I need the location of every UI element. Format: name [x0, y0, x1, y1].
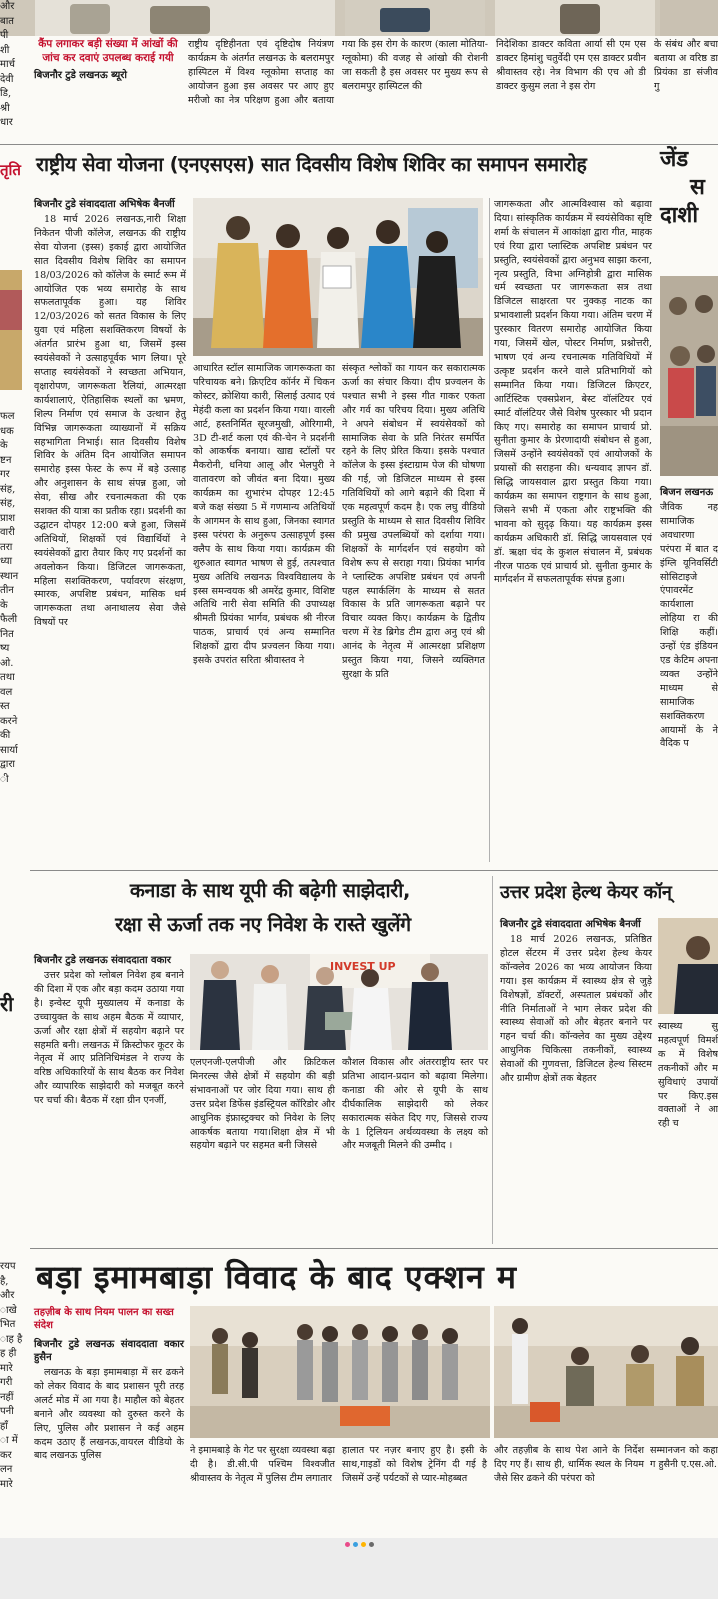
imambara-text: और तहज़ीब के साथ पेश आने के निर्देश दिए गए हैं। साथ ही, धार्मिक स्थल के नियम जैसे सिर ढकने की परंपरा को — [494, 1445, 644, 1484]
fragment: पी — [0, 30, 9, 41]
canada-column-2 — [190, 1056, 335, 1244]
fragment: श्री — [0, 102, 10, 114]
fragment: स्थान — [0, 570, 19, 582]
fragment: तृति — [0, 161, 21, 179]
canada-headline-line2: रक्षा से ऊर्जा तक नए निवेश के रास्ते खुलेंगे — [115, 913, 411, 936]
nss-column-2 — [193, 362, 335, 862]
canada-column-3 — [342, 1056, 488, 1244]
left-edge-fragments-mid — [0, 160, 26, 1016]
divider — [30, 1248, 718, 1249]
imambara-text: सम्मानजन को कहा ग हुसैनी ए.एस.ओ. — [650, 1445, 718, 1470]
fragment: तथा — [0, 672, 15, 683]
page-indicator-dot — [345, 1542, 350, 1547]
fragment: लन — [0, 1464, 13, 1475]
fragment: फैली — [0, 614, 18, 625]
fragment: करने — [0, 715, 18, 727]
fragment: गरी — [0, 1377, 13, 1388]
left-strip-photo — [0, 270, 22, 390]
canada-text: उत्तर प्रदेश को ग्लोबल निवेश हब बनाने की दिशा में एक और बड़ा कदम उठाया गया है। इन्वेस्ट यूपी मुख्यालय में कनाडा के उच्चायुक्त के साथ अहम बैठक में व्यापार, ऊर्जा और रक्षा क्षेत्रों में सहयोग बढ़ाने पर सहमति बनी। लखनऊ में क्रिस्टोफर कूटर के नेतृत्व में आए प्रतिनिधिमंडल ने राज्य के वरिष्ठ अधिकारियों के साथ बैठक कर निवेश और व्यापारिक साझेदारी को मजबूत करने पर चर्चा की। बैठक में रक्षा ग्रीन एनर्जी, — [34, 970, 184, 1107]
canada-text: कौशल विकास और अंतरराष्ट्रीय स्तर पर प्रतिभा आदान-प्रदान को बढ़ावा मिलेगा।कनाडा की ओर से यूपी के साथ दीर्घकालिक साझेदारी को लेकर सकारात्मक संकेत दिए गए, जिससे राज्य के 1 ट्रिलियन अर्थव्यवस्था के लक्ष्य को और मजबूती मिलने की उम्मीद । — [342, 1057, 488, 1152]
page-indicator — [0, 1542, 718, 1547]
story-text: के संबंध और बचा बताया अ वरिष्ठ डा प्रियंका डा संजीव गु — [654, 39, 718, 92]
right-headline-part: दाशी — [660, 203, 699, 228]
story-text: राष्ट्रीय दृष्टिहीनता एवं दृष्टिदोष नियंत्रण कार्यक्रम के अंतर्गत लखनऊ के बलरामपुर हास्पिटल में विश्व ग्लूकोमा सप्ताह का आयोजन हुआ इस अवसर पर आए हुए मरीजो का नेत्र परिक्षण हुआ और बताया गया कि इस रोग के कारण (काला मोतिया-ग्लूकोमा) की वजह से आंखो की रोशनी जा सकती है इस अवसर पर मुख्य रूप से बलरामपुर हास्पिटल की — [188, 39, 488, 106]
fragment: पनी — [0, 1406, 14, 1417]
fragment: के — [0, 440, 8, 451]
imambara-photo — [190, 1306, 718, 1438]
imambara-column-3 — [342, 1444, 487, 1534]
imambara-byline: बिजनौर टुडे लखनऊ संवाददाता वकार हुसैन — [34, 1339, 184, 1363]
fragment: मार्च — [0, 59, 15, 70]
fragment: ह ही — [0, 1348, 17, 1359]
fragment: की — [0, 730, 11, 741]
divider — [492, 876, 493, 1244]
left-edge-fragments-top — [0, 0, 30, 160]
fragment: री — [0, 992, 14, 1016]
story-subhead: कैंप लगाकर बड़ी संख्या में आंखों की जांच कर दवाएं उपलब्ध कराई गयी — [38, 38, 178, 64]
canada-byline: बिजनौर टुडे लखनऊ संवाददाता वकार — [34, 955, 171, 966]
fragment: गर — [0, 469, 10, 480]
fragment: वल — [0, 686, 13, 698]
canada-column-1 — [34, 954, 184, 1244]
page-indicator-dot — [361, 1542, 366, 1547]
fragment: द्वारा — [0, 759, 16, 770]
health-side-column — [658, 1020, 718, 1244]
fragment: संह, — [0, 498, 16, 509]
page-bottom — [0, 1538, 718, 1599]
fragment: ी — [0, 773, 9, 785]
imambara-column-4 — [494, 1444, 644, 1534]
fragment: नहीं — [0, 1391, 14, 1403]
right-strip-story — [660, 146, 718, 876]
fragment: ओ. — [0, 657, 14, 669]
imambara-text: हालात पर नज़र बनाए हुए है। इसी के साथ,गाइडों को विशेष ट्रेनिंग दी गई है जिसमें उन्हें पर्यटकों से प्यार-मोहब्बत — [342, 1445, 487, 1484]
imambara-subhead: तहज़ीब के साथ नियम पालन का सख्त संदेश — [34, 1307, 174, 1331]
fragment: हाँ — [0, 1420, 8, 1432]
imambara-left-fragments — [0, 1260, 28, 1530]
fragment: के — [0, 599, 8, 611]
fragment: नित — [0, 628, 14, 640]
nss-text: जागरूकता और आत्मविश्वास को बढ़ावा दिया। सांस्कृतिक कार्यक्रम में स्वयंसेविका सृष्टि शर्मा के संचालन में आकांक्षा द्वारा गीत, माहक एवं रिया द्वारा प्लास्टिक अपशिष्ट प्रबंधन पर प्रस्तुति, स्वयंसेवकों द्वारा अनुभव साझा करना, नृत्य प्रस्तुति, विभा अग्निहोत्री द्वारा मासिक धर्म स्वच्छता पर जागरूकता सत्र तथा डिजिटल साक्षरता पर नुक्कड़ नाटक का प्रभावशाली प्रदर्शन किया गया। अंतिम चरण में पुरस्कार वितरण समारोह आयोजित किया गया, जिसमें खेल, पोस्टर निर्माण, प्रश्नोत्तरी, भाषण एवं अन्य रचनात्मक गतिविधियों में उत्कृष्ट प्रदर्शन करने वाले प्रतिभागियों को सम्मानित किया गया। डिजिटल क्रिएटर, आर्टिस्टिक एक्सप्रेशन, बेस्ट वॉलंटियर एवं स्मार्ट वॉलंटियर जैसे विशेष पुरस्कार भी प्रदान किए गए। समारोह का समापन प्राचार्य प्रो. सुनीता कुमार के प्रेरणादायी संबोधन से हुआ, जिसमें उन्होंने स्वयंसेवकों एवं आयोजकों के प्रयासों की सराहना की। धन्यवाद ज्ञापन डॉ. सिद्धि जायसवाल द्वारा प्रस्तुत किया गया। कार्यक्रम का समापन राष्ट्रगान के साथ हुआ, जिसने सभी में एकता और राष्ट्रभक्ति की भावना को सुदृढ़ किया। यह कार्यक्रम इस्स कार्यक्रम अधिकारी डॉ. सिद्धि जायसवाल एवं डॉ. ऋक्षा चंद के कुशल संचालन में, प्रबंधक नीरज पाठक एवं प्राचार्य प्रो. सुनीता कुमार के मार्गदर्शन में सफलतापूर्वक संपन्न हुआ। — [494, 199, 652, 586]
health-text: स्वास्थ्य सु महत्वपूर्ण विमर्श क में विशेष तकनीकों और म सुविधाएं उपायों पर किए.इस वक्ताओं ने आ रही च — [658, 1021, 718, 1130]
fragment: है, — [0, 1275, 9, 1287]
page-indicator-dot — [369, 1542, 374, 1547]
nss-byline: बिजनौर टुडे संवाददाता अभिषेक बैनर्जी — [34, 199, 175, 210]
nss-text: 18 मार्च 2026 लखनऊ,नारी शिक्षा निकेतन पीजी कॉलेज, लखनऊ की राष्ट्रीय सेवा योजना (इस्स) इकाई द्वारा आयोजित सात दिवसीय विशेष शिविर का समापन 18/03/2026 को कॉलेज के स्मार्ट रूम में आयोजित एक भव्य समारोह के साथ सफलतापूर्वक हुआ। यह शिविर 12/03/2026 को सतत विकास के लिए युवा एवं महिला सशक्तिकरण विषयों के अंतर्गत प्रारंभ हुआ था, जिसमें इस्स स्वयंसेवकों ने उत्साहपूर्वक भाग लिया। पूरे सप्ताह स्वयंसेवकों ने स्वच्छता अभियान, वृक्षारोपण, जागरूकता रैलियां, आत्मरक्षा कार्यशालाएं, ऐतिहासिक स्थलों का भ्रमण, शिल्प निर्माण एवं समाज के उत्थान हेतु विभिन्न जागरूकता व्याख्यानों में सक्रिय सहभागिता निभाई। सात दिवसीय विशेष शिविर के अंतिम दिन आयोजित समापन समारोह इस्स फेस्ट के रूप में बड़े उत्साह और अनुशासन के साथ संपन्न हुआ, जो सेवा, सीख और रचनात्मकता की एक सशक्त की यात्रा का प्रतीक रहा। प्रदर्शनी का उद्घाटन दोपहर 12:00 बजे हुआ, जिसमें अतिथियों, शिक्षकों एवं विद्यार्थियों ने स्वयंसेवकों द्वारा तैयार किए गए प्रदर्शनों का अवलोकन किया। डिजिटल जागरूकता, महिला सशक्तिकरण, पर्यावरण संरक्षण, स्मारक, अपशिष्ट प्रबंधन, मासिक धर्म जागरूकता तथा अनाथालय सेवा जैसे विषयों पर — [34, 214, 186, 629]
right-strip-photo — [660, 276, 718, 476]
fragment: डि, — [0, 88, 12, 99]
fragment: प्राश — [0, 512, 16, 524]
fragment: संह, — [0, 483, 16, 495]
nss-text: आधारित स्टॉल सामाजिक जागरूकता का परिचायक बने। क्रिएटिव कॉर्नर में चिकन कोस्टर, क्रोशिया कारी, सिलाई उत्पाद एवं मेहंदी कला का प्रदर्शन किया गया। वारली आर्ट, हस्तनिर्मित सूरजमुखी, ओरिगामी, 3D टी-शर्ट कला एवं की-चेन ने प्रदर्शनी को आकर्षक बनाया। खाद्य स्टॉलों पर मैकरोनी, धनिया आलू और भेलपुरी ने वातावरण को जीवंत बना दिया। मुख्य कार्यक्रम का शुभारंभ दोपहर 12:45 बजे कक्ष संख्या 5 में गणमान्य अतिथियों के आगमन के साथ हुआ, जिनका स्वागत इस्स परंपरा के अनुरूप उत्साहपूर्ण इस्स क्लैप के साथ किया गया। कार्यक्रम की शुरुआत स्वागत भाषण से हुई, तत्पश्चात मुख्य अतिथि लखनऊ विश्वविद्यालय के इस्स समन्वयक श्री अमरेंद्र कुमार, विशिष्ट अतिथि नारी सेवा समिति की उपाध्यक्ष श्रीमती प्रियंका भार्गव, प्रबंधक श्री नीरज पाठक, प्राचार्य एवं अन्य सम्मानित शिक्षकों द्वारा दीप प्रज्वलन किया गया। इसके उपरांत सरिता श्रीवास्तव ने — [193, 363, 335, 667]
fragment: और — [0, 1290, 15, 1301]
fragment: बात — [0, 15, 14, 27]
fragment: भित — [0, 1319, 16, 1330]
nss-column-3 — [342, 362, 485, 862]
health-byline: बिजनौर टुडे संवाददाता अभिषेक बैनर्जी — [500, 919, 641, 930]
story-text: निदेशिका डाक्टर कविता आर्या सी एम एस डाक्टर हिमांशु चतुर्वेदी एम एस डाक्टर प्रवीन श्रीवास्तव रहे। नेत्र विभाग की एच ओ डी डाक्टर कुसुम लता ने इस रोग — [496, 39, 646, 92]
fragment: ाह है — [0, 1333, 23, 1345]
fragment: ध्या — [0, 556, 13, 567]
divider — [30, 870, 718, 871]
fragment: ा में — [0, 1435, 18, 1446]
fragment: मारे — [0, 1478, 13, 1490]
fragment: मारे — [0, 1362, 13, 1374]
right-byline: बिजन लखनऊ — [660, 487, 714, 498]
nss-column-4 — [494, 198, 652, 862]
invest-up-banner: INVEST UP — [330, 960, 396, 973]
fragment: ष्टन — [0, 454, 12, 466]
nss-text: संस्कृत श्लोकों का गायन कर सकारात्मक ऊर्जा का संचार किया। दीप प्रज्वलन के पश्चात सभी ने इस्स गीत गाकर एकता और गर्व का परिचय दिया। मुख्य अतिथि ने अपने संबोधन में स्वयंसेवकों को सामाजिक सेवा के प्रति निरंतर समर्पित रहने के लिए प्रेरित किया। इसके पश्चात कॉलेज के इस्स इंस्टाग्राम पेज की घोषणा की गई, जो डिजिटल माध्यम से इस्स गतिविधियों को आगे बढ़ाने की दिशा में एक महत्वपूर्ण कदम है। एक लघु वीडियो प्रस्तुति के माध्यम से सात दिवसीय शिविर की प्रमुख उपलब्धियों को दर्शाया गया। शिक्षकों के मार्गदर्शन एवं सहयोग को विशेष रूप से सराहा गया। प्रियंका भार्गव ने प्लास्टिक अपशिष्ट प्रबंधन एवं अपनी पहल स्पार्कलिंग के माध्यम से सतत विकास के प्रति जागरूकता बढ़ाने पर विचार व्यक्त किए। कार्यक्रम के द्वितीय चरण में रेड ब्रिगेड टीम द्वारा अनु एवं श्री आनंद के नेतृत्व में आत्मरक्षा प्रशिक्षण प्रस्तुत किया गया, जिसने व्यक्तिगत सुरक्षा के प्रति — [342, 363, 485, 680]
divider — [489, 198, 490, 862]
fragment: कर — [0, 1449, 12, 1461]
nss-column-1 — [34, 198, 186, 862]
fragment: ष्य — [0, 643, 10, 654]
glaucoma-story — [34, 38, 718, 142]
canada-text: एलएनजी-एलपीजी और क्रिटिकल मिनरल्स जैसे क्षेत्रों में सहयोग की बड़ी संभावनाओं पर जोर दिया गया। साथ ही उत्तर प्रदेश डिफेंस इंडस्ट्रियल कॉरिडोर और आधुनिक इंफ्रास्ट्रक्चर को निवेश के लिए आकर्षक बताया गया।शिक्षा क्षेत्र में भी सहयोग बढ़ाने पर सहमत बनी जिससे — [190, 1057, 335, 1152]
nss-photo — [193, 198, 483, 356]
fragment: तीन — [0, 585, 14, 596]
fragment: फल — [0, 411, 15, 422]
health-column — [500, 918, 652, 1244]
fragment: रयप — [0, 1261, 16, 1272]
imambara-column-2 — [190, 1444, 335, 1534]
health-headline: उत्तर प्रदेश हेल्थ केयर कॉन् — [500, 882, 672, 903]
divider — [0, 144, 718, 145]
fragment: और — [0, 1, 15, 12]
imambara-text: ने इमामबाड़े के गेट पर सुरक्षा व्यवस्था बढ़ा दी है। डी.सी.पी पश्चिम विश्वजीत श्रीवास्तव के नेतृत्व में पुलिस टीम लगातार — [190, 1445, 335, 1484]
story-byline: बिजनौर टुडे लखनऊ ब्यूरो — [34, 70, 127, 82]
right-headline-part: जेंड — [660, 147, 689, 172]
fragment: ाखे — [0, 1304, 17, 1316]
canada-photo — [190, 954, 488, 1050]
imambara-text: लखनऊ के बड़ा इमामबाड़ा में सर ढकने को लेकर विवाद के बाद प्रशासन पूरी तरह अलर्ट मोड में आ गया है। माहौल को बेहतर बनाने और व्यवस्था को दुरुस्त करने के लिए, पुलिस और प्रशासन ने कई अहम कदम उठाए हैं लखनऊ,वायरल वीडियो के बाद लखनऊ पुलिस — [34, 1367, 184, 1462]
right-headline-part: स — [690, 175, 705, 200]
fragment: सार्या — [0, 744, 18, 756]
fragment: शी — [0, 44, 10, 56]
fragment: स्त — [0, 701, 10, 712]
imambara-column-1 — [34, 1306, 184, 1550]
health-photo — [658, 918, 718, 1014]
fragment: देवी — [0, 73, 14, 85]
fragment: तरा — [0, 541, 13, 553]
fragment: वारी — [0, 527, 15, 538]
imambara-column-5 — [650, 1444, 718, 1534]
imambara-headline: बड़ा इमामबाड़ा विवाद के बाद एक्शन म — [36, 1258, 518, 1296]
top-photo-strip — [0, 0, 718, 36]
right-text: जैविक नह सामाजिक अवधारणा परंपरा में बात द इंग्लि यूनिवर्सिटी सोसिटाइजे एंपावरमेंट कार्यशाला लोहिया रा की शिक्षि कहीं। उन्हों एंड इंडियन एड केटिम अपना व्यक्त उन्होंने माध्यम से सामाजिक सशक्तिकरण आयामों के ने वैदिक प — [660, 502, 718, 750]
fragment: धक — [0, 425, 14, 437]
nss-headline: राष्ट्रीय सेवा योजना (एनएसएस) सात दिवसीय विशेष शिविर का समापन समारोह — [36, 153, 587, 176]
page-indicator-dot — [353, 1542, 358, 1547]
fragment: धार — [0, 117, 13, 128]
canada-headline-line1: कनाडा के साथ यूपी की बढ़ेगी साझेदारी, — [129, 879, 411, 902]
health-text: 18 मार्च 2026 लखनऊ, प्रतिष्ठित होटल सेंटरम में उत्तर प्रदेश हेल्थ केयर कॉन्क्लेव 2026 का भव्य आयोजन किया गया। इस कार्यक्रम में स्वास्थ्य क्षेत्र से जुड़े विशेषज्ञों, डॉक्टरों, अस्पताल प्रबंधकों और नीति निर्माताओं ने भाग लेकर प्रदेश की स्वास्थ्य सेवाओं को और बेहतर बनाने पर गहन चर्चा की। कॉन्क्लेव का मुख्य उद्देश्य आधुनिक चिकित्सा तकनीकों, स्वास्थ्य सेवाओं की गुणवत्ता, डिजिटल हेल्थ सिस्टम और ग्रामीण क्षेत्रों तक बेहतर — [500, 934, 652, 1085]
